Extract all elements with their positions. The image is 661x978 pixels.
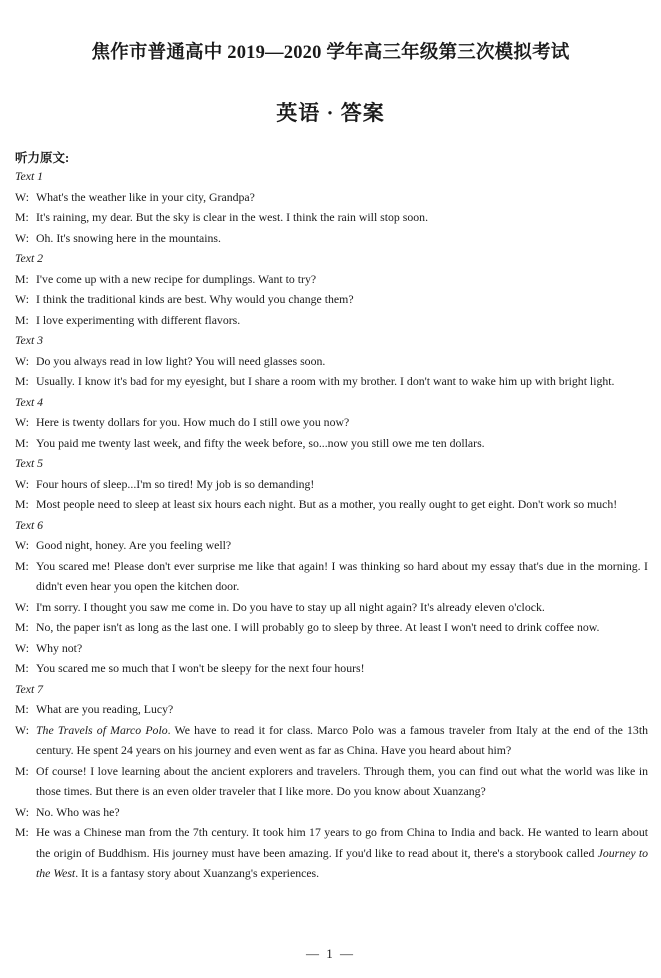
utterance: Of course! I love learning about the ancient explorers and travelers. Through them, you can find out what the world was like in those times. But there is an even older traveler that I like more. Do you know about Xuanzang?	[36, 763, 648, 798]
text-label: Text 4	[15, 394, 44, 409]
utterance	[36, 822, 648, 884]
speaker-label: M:	[15, 271, 29, 286]
utterance: What are you reading, Lucy?	[36, 702, 174, 716]
dialogue-line	[15, 802, 648, 823]
speaker-label: M:	[15, 763, 29, 778]
listening-transcript	[15, 166, 648, 884]
utterance-text: . We have to read it for class. Marco Polo was a famous traveler from Italy at the end of the 13th century. He spent 24 years on his journey and even went as far as China. Have you heard about him?	[36, 722, 648, 757]
utterance: No, the paper isn't as long as the last one. I will probably go to sleep by three. At least I won't need to drink coffee now.	[36, 620, 600, 634]
speaker-label: M:	[15, 702, 29, 716]
speaker-label: W:	[15, 353, 29, 368]
dialogue-line	[15, 617, 648, 638]
utterance: Why not?	[36, 640, 83, 655]
speaker-label: M:	[15, 374, 29, 388]
utterance: I think the traditional kinds are best. Why would you change them?	[36, 292, 354, 306]
dialogue-line	[15, 556, 648, 597]
speaker-label: M:	[15, 210, 29, 224]
dialogue-line	[15, 228, 648, 249]
utterance: Oh. It's snowing here in the mountains.	[36, 230, 221, 245]
dialogue-line	[15, 412, 648, 433]
page-number: — 1 —	[306, 946, 355, 961]
dialogue-line	[15, 822, 648, 884]
dialogue-line	[15, 699, 648, 720]
document-subtitle: 英语 · 答案	[276, 101, 385, 125]
dialogue-line	[15, 638, 648, 659]
text-label: Text 1	[15, 169, 44, 183]
dialogue-line	[15, 310, 648, 331]
utterance: Do you always read in low light? You will need glasses soon.	[36, 353, 326, 368]
book-title: The Travels of Marco Polo	[36, 722, 168, 737]
speaker-label: W:	[15, 476, 29, 491]
text-label: Text 7	[15, 681, 44, 696]
speaker-label: M:	[15, 312, 29, 327]
dialogue-line	[15, 720, 648, 761]
dialogue-line	[15, 761, 648, 802]
speaker-label: M:	[15, 558, 29, 573]
utterance: Most people need to sleep at least six hours each night. But as a mother, you really ought to get eight. Don't work so much!	[36, 497, 618, 511]
speaker-label: W:	[15, 722, 29, 737]
dialogue-line	[15, 269, 648, 290]
speaker-label: M:	[15, 620, 29, 634]
dialogue-line	[15, 535, 648, 556]
utterance: It's raining, my dear. But the sky is clear in the west. I think the rain will stop soon.	[36, 210, 429, 224]
text-label: Text 2	[15, 251, 44, 265]
utterance	[36, 720, 648, 761]
speaker-label: W:	[15, 538, 29, 552]
utterance: I love experimenting with different flavors.	[36, 312, 241, 327]
utterance: No. Who was he?	[36, 804, 120, 819]
utterance: I've come up with a new recipe for dumplings. Want to try?	[36, 271, 317, 286]
section-heading: 听力原文:	[15, 151, 70, 165]
dialogue-line	[15, 597, 648, 618]
speaker-label: W:	[15, 804, 29, 819]
document-title: 焦作市普通高中 2019—2020 学年高三年级第三次模拟考试	[91, 43, 570, 63]
dialogue-line	[15, 371, 648, 392]
text-label: Text 5	[15, 456, 44, 470]
text-label: Text 6	[15, 517, 44, 532]
utterance-text: He was a Chinese man from the 7th century. It took him 17 years to go from China to India and back. He wanted to learn about the origin of Buddhism. His journey must have been amazing. If you'd like to read about it, there's a storybook called	[36, 825, 648, 860]
book-title: Journey to the West	[36, 845, 648, 880]
text-label: Text 3	[15, 333, 44, 347]
utterance: Usually. I know it's bad for my eyesight, but I share a room with my brother. I don't want to wake him up with bright light.	[36, 374, 615, 388]
speaker-label: M:	[15, 497, 29, 511]
dialogue-line	[15, 658, 648, 679]
utterance: You scared me! Please don't ever surprise me like that again! I was thinking so hard about my essay that's due in the morning. I didn't even hear you open the kitchen door.	[36, 558, 648, 593]
speaker-label: W:	[15, 292, 29, 306]
speaker-label: W:	[15, 189, 29, 204]
utterance: Here is twenty dollars for you. How much do I still owe you now?	[36, 415, 350, 429]
speaker-label: M:	[15, 435, 29, 450]
utterance: You scared me so much that I won't be sleepy for the next four hours!	[36, 661, 365, 675]
utterance: Four hours of sleep...I'm so tired! My job is so demanding!	[36, 476, 315, 491]
speaker-label: M:	[15, 825, 29, 839]
utterance: I'm sorry. I thought you saw me come in. Do you have to stay up all night again? It's already eleven o'clock.	[36, 599, 545, 614]
speaker-label: W:	[15, 230, 29, 245]
dialogue-line	[15, 207, 648, 228]
dialogue-line	[15, 187, 648, 208]
speaker-label: M:	[15, 661, 29, 675]
utterance: You paid me twenty last week, and fifty the week before, so...now you still owe me ten dollars.	[36, 435, 485, 450]
dialogue-line	[15, 474, 648, 495]
speaker-label: W:	[15, 415, 29, 429]
utterance-text-after: . It is a fantasy story about Xuanzang's experiences.	[75, 866, 320, 880]
utterance: Good night, honey. Are you feeling well?	[36, 538, 232, 552]
dialogue-line	[15, 494, 648, 515]
dialogue-line	[15, 351, 648, 372]
dialogue-line	[15, 433, 648, 454]
speaker-label: W:	[15, 599, 29, 614]
dialogue-line	[15, 289, 648, 310]
speaker-label: W:	[15, 640, 29, 655]
utterance: What's the weather like in your city, Grandpa?	[36, 189, 255, 204]
